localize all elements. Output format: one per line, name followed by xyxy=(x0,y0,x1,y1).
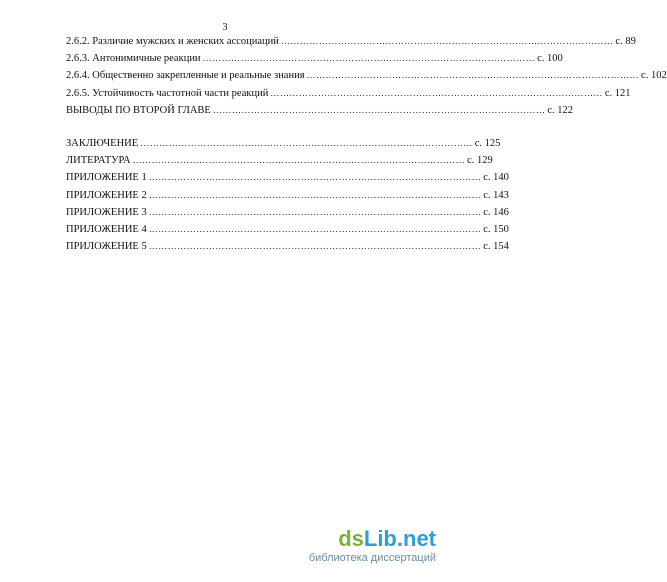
dot-leader: …………………………………………………………………………………………… xyxy=(148,241,482,252)
toc-entry-label: 2.6.4. Общественно закрепленные и реальные знания xyxy=(66,70,305,82)
logo-lib: Lib xyxy=(363,526,397,551)
toc-entry[interactable] xyxy=(66,206,509,224)
dot-leader: …………………………………………………………………………………………… xyxy=(212,104,546,115)
toc-entry-page: с. 154 xyxy=(483,241,509,253)
toc-entry-page: с. 143 xyxy=(483,189,509,201)
dot-leader: …………………………………………………………………………………………… xyxy=(270,87,603,98)
toc-entry[interactable] xyxy=(66,241,509,258)
toc-entry-label: 2.6.2. Различие мужских и женских ассоциаций xyxy=(66,36,279,47)
toc-entry-label: 2.6.3. Антонимичные реакции xyxy=(66,53,201,65)
toc-entry-label: ПРИЛОЖЕНИЕ 5 xyxy=(66,241,147,253)
dot-leader: …………………………………………………………………………………………… xyxy=(148,223,482,234)
toc-entry-label: ПРИЛОЖЕНИЕ 3 xyxy=(66,206,147,218)
toc-entry-label: ВЫВОДЫ ПО ВТОРОЙ ГЛАВЕ xyxy=(66,104,211,116)
dot-leader: …………………………………………………………………………………………… xyxy=(140,137,473,148)
toc-entry-label: ЗАКЛЮЧЕНИЕ xyxy=(66,137,139,149)
toc-entry-page: с. 122 xyxy=(547,104,574,116)
toc-entry-page: с. 140 xyxy=(483,172,509,184)
toc-entry[interactable] xyxy=(66,172,509,189)
dot-leader: …………………………………………………………………………………………… xyxy=(280,36,614,46)
toc-entry[interactable] xyxy=(66,70,667,87)
logo-ds: ds xyxy=(338,526,364,551)
toc-group-chapter xyxy=(66,36,667,122)
dot-leader: …………………………………………………………………………………………… xyxy=(148,172,482,183)
dot-leader: …………………………………………………………………………………………… xyxy=(132,155,466,166)
toc-entry-label: 2.6.5. Устойчивость частотной части реакций xyxy=(66,87,269,99)
dot-leader: …………………………………………………………………………………………… xyxy=(202,53,536,64)
toc-entry[interactable] xyxy=(66,36,636,53)
dot-leader: …………………………………………………………………………………………… xyxy=(148,189,482,200)
toc-entry[interactable] xyxy=(66,53,563,70)
toc-entry-page: с. 129 xyxy=(467,155,493,167)
watermark-subtitle: библиотека диссертаций xyxy=(308,552,436,564)
toc-entry[interactable] xyxy=(66,155,493,172)
dslib-watermark xyxy=(309,528,436,564)
toc-entry-label: ПРИЛОЖЕНИЕ 4 xyxy=(66,223,147,235)
toc-entry-page: с. 100 xyxy=(537,53,563,65)
logo-net: net xyxy=(403,526,436,551)
toc-entry-page: с. 89 xyxy=(615,36,636,47)
dslib-logo xyxy=(338,528,436,550)
dot-leader: …………………………………………………………………………………………… xyxy=(148,206,482,217)
toc-entry-label: ПРИЛОЖЕНИЕ 2 xyxy=(66,189,147,201)
toc-entry-page: с. 121 xyxy=(604,87,631,99)
page-number: 3 xyxy=(222,22,228,33)
toc-group-appendix xyxy=(66,137,509,258)
toc-entry[interactable] xyxy=(66,104,574,122)
toc-entry-page: с. 150 xyxy=(483,223,509,235)
toc-entry-page: с. 125 xyxy=(474,137,501,149)
section-gap xyxy=(66,122,406,138)
toc-entry[interactable] xyxy=(66,223,509,241)
logo-dot: . xyxy=(396,526,403,551)
toc-entry-page: с. 146 xyxy=(483,206,509,218)
toc-entry-page: с. 102 xyxy=(641,70,667,82)
toc-entry[interactable] xyxy=(66,87,631,105)
dot-leader: …………………………………………………………………………………………… xyxy=(306,70,640,81)
toc-entry-label: ЛИТЕРАТУРА xyxy=(66,155,131,167)
table-of-contents xyxy=(66,36,667,258)
toc-entry[interactable] xyxy=(66,189,509,207)
toc-entry[interactable] xyxy=(66,137,501,155)
toc-entry-label: ПРИЛОЖЕНИЕ 1 xyxy=(66,172,147,184)
